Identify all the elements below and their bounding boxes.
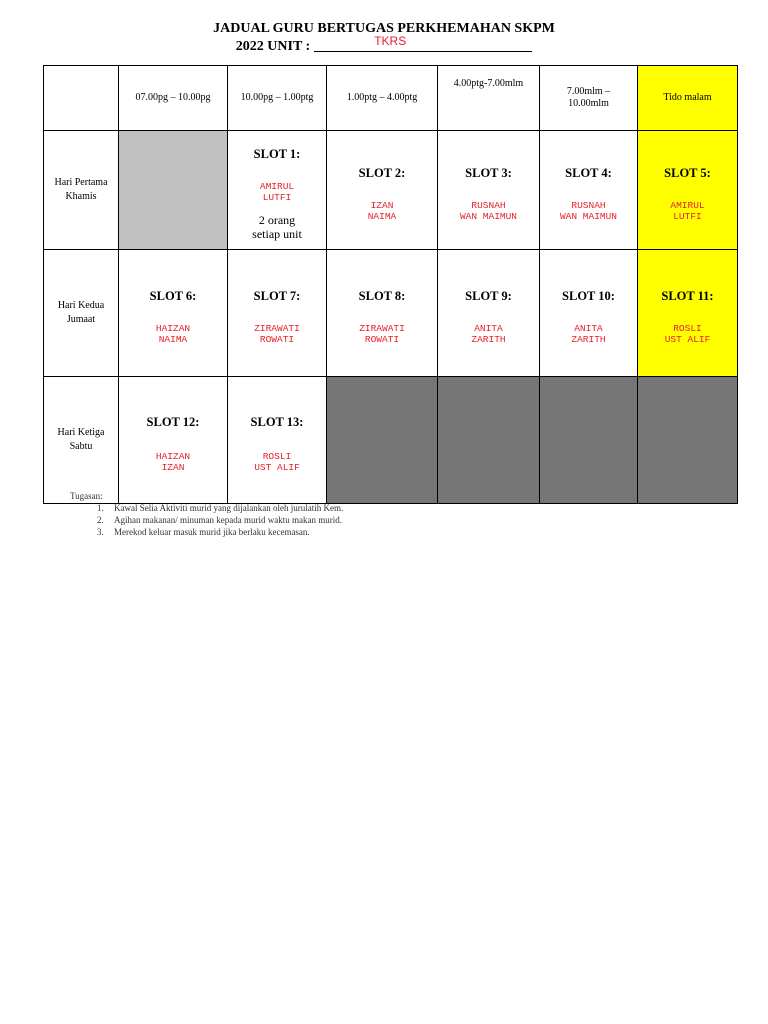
slot-teachers: RUSNAH WAN MAIMUN [459, 200, 517, 222]
empty-slot-cell [119, 131, 228, 250]
slot-cell [119, 250, 228, 377]
slot-cell [327, 131, 438, 250]
time-header-night: Tido malam [638, 66, 738, 131]
header-row [44, 66, 738, 131]
slot-cell [119, 377, 228, 504]
slot-title: SLOT 1: [253, 147, 301, 161]
slot-title: SLOT 10: [562, 289, 615, 303]
time-header: 10.00pg – 1.00ptg [228, 66, 327, 131]
empty-slot-cell [540, 377, 638, 504]
empty-slot-cell [327, 377, 438, 504]
day-label: Hari Pertama Khamis [44, 131, 119, 250]
task-item: 1. Kawal Selia Aktiviti murid yang dijalankan oleh jurulatih Kem. [106, 502, 343, 514]
unit-label: 2022 UNIT : [235, 39, 311, 54]
slot-title: SLOT 11: [661, 289, 714, 303]
slot-title: SLOT 12: [146, 415, 200, 429]
slot-teachers: RUSNAH WAN MAIMUN [559, 200, 617, 222]
slot-teachers: IZAN NAIMA [367, 200, 397, 222]
slot-title: SLOT 6: [149, 289, 197, 303]
slot-cell [438, 250, 540, 377]
slot-title: SLOT 5: [664, 166, 711, 180]
slot-cell-night [638, 250, 738, 377]
slot-cell [228, 377, 327, 504]
unit-blank [314, 34, 532, 52]
slot-cell [228, 131, 327, 250]
task-item: 3. Merekod keluar masuk murid jika berlaku kecemasan. [106, 526, 343, 538]
slot-title: SLOT 9: [465, 289, 512, 303]
tasks-label: Tugasan: [70, 491, 103, 501]
slot-cell [540, 250, 638, 377]
corner-cell [44, 66, 119, 131]
time-header: 07.00pg – 10.00pg [119, 66, 228, 131]
empty-slot-cell [438, 377, 540, 504]
slot-title: SLOT 7: [253, 289, 301, 303]
document-title: JADUAL GURU BERTUGAS PERKHEMAHAN SKPM [213, 21, 555, 36]
slot-title: SLOT 3: [465, 166, 512, 180]
slot-cell [438, 131, 540, 250]
task-item: 2. Agihan makanan/ minuman kepada murid waktu makan murid. [106, 514, 343, 526]
slot-cell [228, 250, 327, 377]
slot-teachers: HAIZAN NAIMA [155, 323, 191, 345]
slot-teachers: ZIRAWATI ROWATI [254, 323, 300, 345]
day-label: Hari Ketiga Sabtu [44, 377, 119, 504]
slot-teachers: ANITA ZARITH [571, 323, 606, 345]
slot-title: SLOT 13: [250, 415, 304, 429]
duty-schedule-table [43, 65, 738, 504]
slot-cell [327, 250, 438, 377]
slot-title: SLOT 4: [565, 166, 612, 180]
slot-title: SLOT 8: [358, 289, 406, 303]
time-header: 7.00mlm – 10.00mlm [540, 66, 638, 131]
slot-cell [540, 131, 638, 250]
slot-teachers: AMIRUL LUTFI [259, 181, 295, 203]
empty-slot-cell [638, 377, 738, 504]
slot-cell-night [638, 131, 738, 250]
slot-teachers: ZIRAWATI ROWATI [359, 323, 405, 345]
tasks-section [70, 490, 343, 538]
slot-teachers: HAIZAN IZAN [155, 451, 191, 473]
unit-value: TKRS [374, 34, 407, 48]
tasks-list [70, 502, 343, 538]
document-subtitle [0, 34, 768, 55]
slot-note: 2 orang setiap unit [252, 213, 302, 241]
time-header: 1.00ptg – 4.00ptg [327, 66, 438, 131]
day-row-1 [44, 131, 738, 250]
time-header: 4.00ptg-7.00mlm [438, 66, 540, 131]
day-label: Hari Kedua Jumaat [44, 250, 119, 377]
slot-teachers: ROSLI UST ALIF [664, 323, 711, 345]
slot-title: SLOT 2: [358, 166, 406, 180]
slot-teachers: ROSLI UST ALIF [254, 451, 300, 473]
day-row-3 [44, 377, 738, 504]
slot-teachers: ANITA ZARITH [471, 323, 506, 345]
slot-teachers: AMIRUL LUTFI [670, 200, 705, 222]
day-row-2 [44, 250, 738, 377]
